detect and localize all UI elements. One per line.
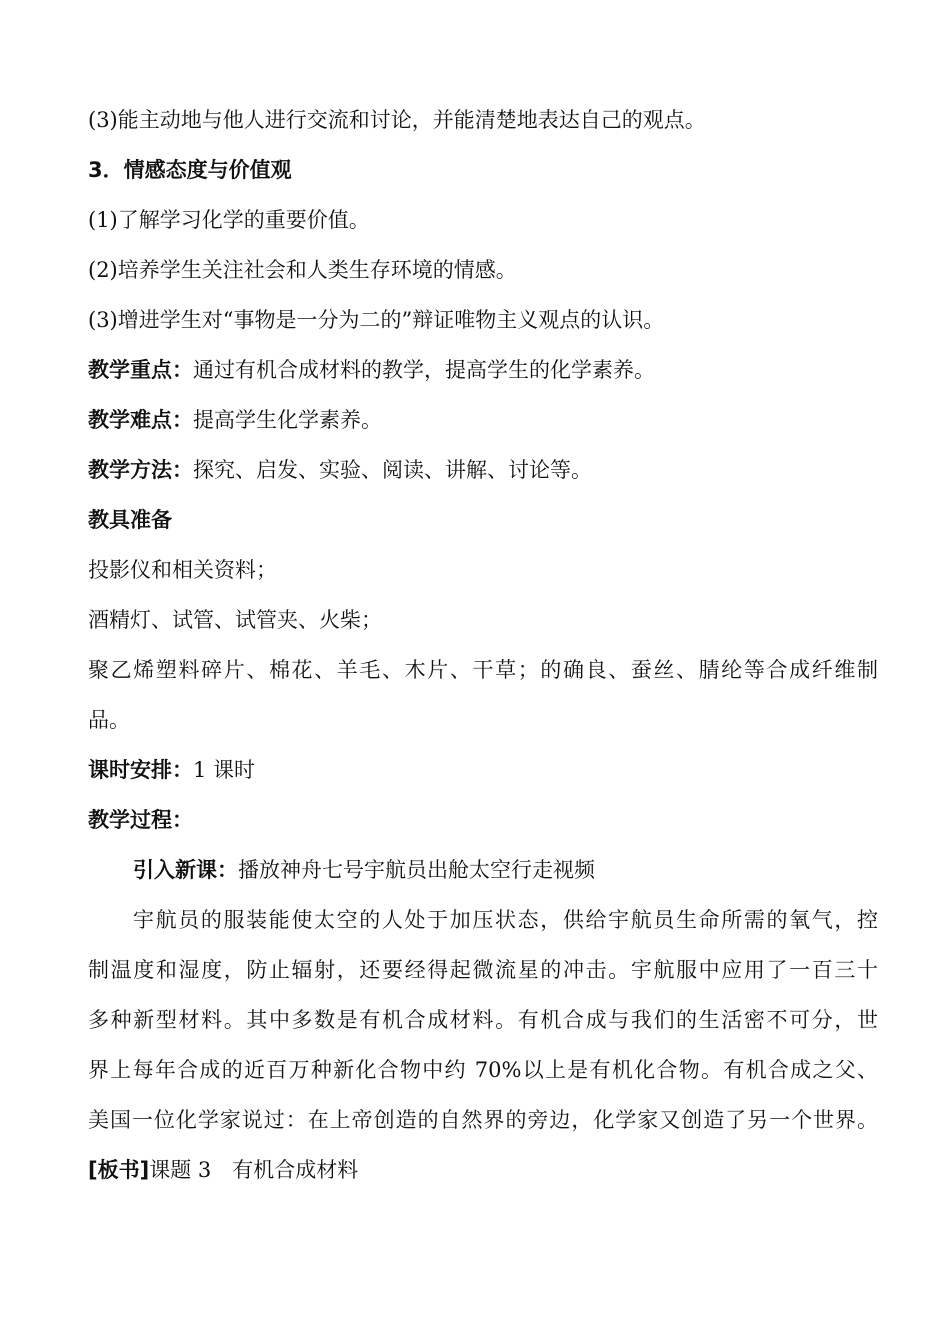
- board-text: 课题 3 有机合成材料: [149, 1158, 359, 1182]
- emotion-item-1: (1)了解学习化学的重要价值。: [88, 208, 370, 232]
- method-label: 教学方法：: [88, 458, 193, 482]
- schedule-label: 课时安排：: [88, 758, 193, 782]
- emotion-item-2: (2)培养学生关注社会和人类生存环境的情感。: [88, 258, 517, 282]
- schedule-row: [88, 755, 878, 785]
- paragraph-line-1: 宇航员的服装能使太空的人处于加压状态，供给宇航员生命所需的氧气，控: [133, 908, 878, 932]
- intro-row: [133, 855, 923, 885]
- tools-item-1: 投影仪和相关资料；: [88, 558, 277, 582]
- method-text: 探究、启发、实验、阅读、讲解、讨论等。: [193, 458, 592, 482]
- intro-text: 播放神舟七号宇航员出舱太空行走视频: [238, 858, 595, 882]
- tools-item-3-line-1: 聚乙烯塑料碎片、棉花、羊毛、木片、干草；的确良、蚕丝、腈纶等合成纤维制: [88, 658, 878, 682]
- emotion-item-3: (3)增进学生对“事物是一分为二的”辩证唯物主义观点的认识。: [88, 308, 665, 332]
- difficulty-label: 教学难点：: [88, 408, 193, 432]
- key-point-label: 教学重点：: [88, 358, 193, 382]
- paragraph-line-5: 美国一位化学家说过：在上帝创造的自然界的旁边，化学家又创造了另一个世界。: [88, 1108, 878, 1132]
- difficulty-row: [88, 405, 878, 435]
- method-row: [88, 455, 878, 485]
- board-row: [88, 1155, 878, 1185]
- section-3-title: 3．情感态度与价值观: [88, 158, 292, 182]
- intro-label: 引入新课：: [133, 858, 238, 882]
- key-point-row: [88, 355, 878, 385]
- process-title: 教学过程：: [88, 808, 193, 832]
- board-label: [板书]: [88, 1158, 150, 1182]
- goal-3-3: (3)能主动地与他人进行交流和讨论，并能清楚地表达自己的观点。: [88, 108, 706, 132]
- difficulty-text: 提高学生化学素养。: [193, 408, 382, 432]
- schedule-text: 1 课时: [193, 758, 256, 782]
- tools-item-2: 酒精灯、试管、试管夹、火柴；: [88, 608, 382, 632]
- tools-item-3-line-2: 品。: [88, 708, 130, 732]
- paragraph-line-2: 制温度和湿度，防止辐射，还要经得起微流星的冲击。宇航服中应用了一百三十: [88, 958, 878, 982]
- paragraph-line-4: 界上每年合成的近百万种新化合物中约 70%以上是有机化合物。有机合成之父、: [88, 1058, 878, 1082]
- tools-title: 教具准备: [88, 508, 172, 532]
- paragraph-line-3: 多种新型材料。其中多数是有机合成材料。有机合成与我们的生活密不可分，世: [88, 1008, 878, 1032]
- key-point-text: 通过有机合成材料的教学，提高学生的化学素养。: [193, 358, 655, 382]
